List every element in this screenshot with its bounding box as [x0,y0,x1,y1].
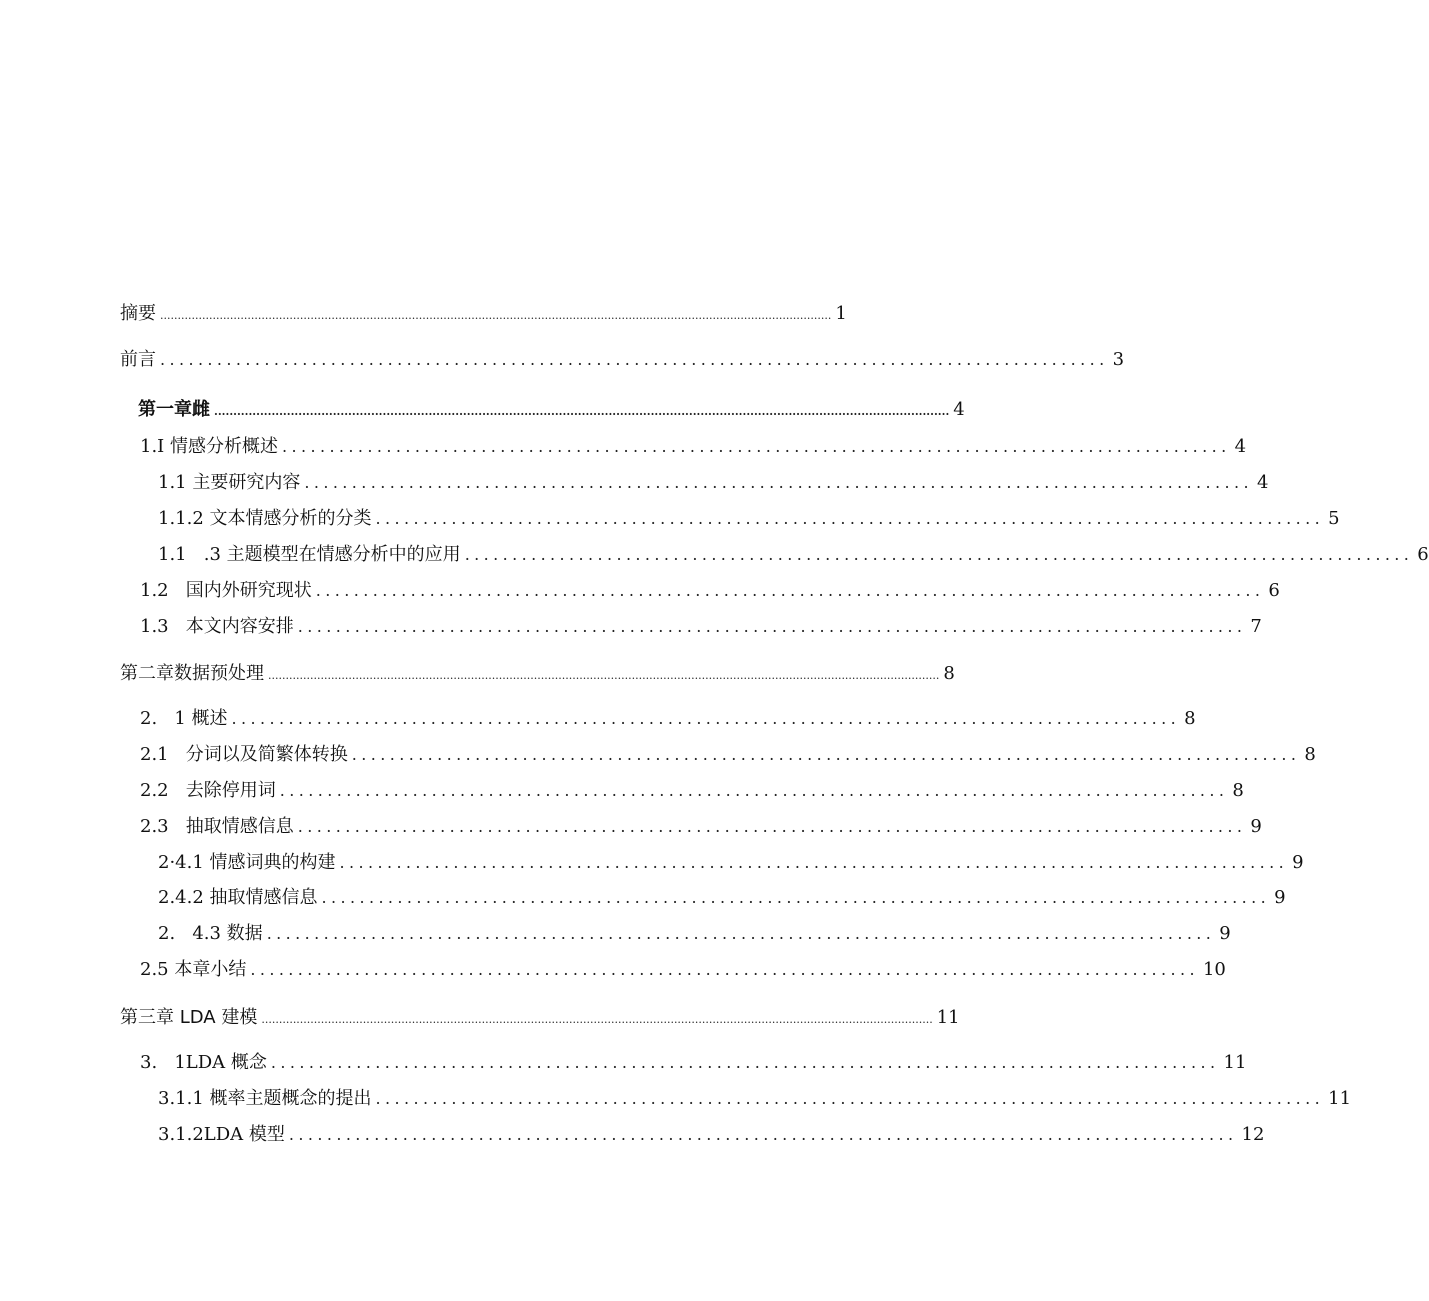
toc-entry-title: 1.1.2 文本情感分析的分类 [158,508,372,529]
toc-entry-title: 1.1 主要研究内容 [158,472,301,493]
toc-entry-title: 2. 1 概述 [140,708,228,729]
toc-entry[interactable] [120,302,847,328]
toc-leader: ................................................................................................................................................................................................ [261,1013,933,1026]
toc-leader: ................................................................................................................................................................................................ [214,405,950,418]
toc-entry-title: 2.2 去除停用词 [140,780,276,801]
toc-entry[interactable] [140,958,1226,982]
toc-entry[interactable] [140,615,1262,639]
toc-entry-title: 前言 [120,349,156,370]
toc-entry[interactable] [158,1087,1352,1111]
toc-leader: .................................................................................................... [304,473,1253,492]
toc-leader: ................................................................................................................................................................................................ [160,309,832,322]
toc-entry[interactable] [158,922,1231,946]
toc-page-number: 8 [1232,780,1244,801]
toc-entry[interactable] [158,543,1429,567]
toc-entry-title: 2·4.1 情感词典的构建 [158,852,336,873]
toc-page-number: 12 [1241,1124,1265,1145]
toc-entry[interactable] [158,507,1340,531]
toc-entry-title: 2.1 分词以及简繁体转换 [140,744,348,765]
toc-entry[interactable] [140,743,1316,767]
toc-leader: .................................................................................................... [315,581,1265,600]
toc-entry[interactable] [138,398,965,424]
toc-page-number: 7 [1250,616,1262,637]
toc-page-number: 9 [1250,816,1262,837]
toc-page-number: 8 [1184,708,1196,729]
toc-entry-title: 2.5 本章小结 [140,959,247,980]
toc-entry[interactable] [120,348,1125,372]
toc-leader: .................................................................................................... [464,545,1414,564]
toc-page-number: 11 [1328,1088,1352,1109]
toc-entry[interactable] [158,886,1286,910]
toc-leader: .................................................................................................... [297,617,1247,636]
toc-page-number: 11 [1223,1052,1247,1073]
toc-page-number: 3 [1112,349,1125,370]
toc-page-number: 9 [1292,852,1304,873]
toc-entry-title: 2.3 抽取情感信息 [140,816,294,837]
toc-entry[interactable] [140,815,1262,839]
toc-page-number: 9 [1274,887,1286,908]
toc-leader: .................................................................................................... [279,781,1229,800]
toc-leader: .................................................................................................... [250,960,1199,979]
toc-entry[interactable] [140,435,1247,459]
toc-leader: .................................................................................................... [339,853,1289,872]
toc-entry-title: 3. 1LDA 概念 [140,1052,267,1073]
toc-leader: .................................................................................................... [288,1125,1238,1144]
toc-entry-title: 第二章数据预处理 [120,663,264,684]
toc-entry-title: 第一章雌 [138,399,210,420]
toc-entry[interactable] [120,1006,960,1032]
toc-entry-title: 第三章 LDA 建模 [120,1007,258,1028]
toc-entry-title: 1.1 .3 主题模型在情感分析中的应用 [158,544,461,565]
toc-entry[interactable] [158,1123,1265,1147]
toc-leader: .................................................................................................... [231,709,1181,728]
toc-leader: .................................................................................................... [375,509,1325,528]
toc-leader: .................................................................................................... [270,1053,1220,1072]
toc-entry-title: 2. 4.3 数据 [158,923,263,944]
toc-leader: .................................................................................................... [266,924,1216,943]
toc-leader: .................................................................................................... [351,745,1301,764]
toc-entry[interactable] [140,579,1280,603]
toc-page-number: 5 [1328,508,1340,529]
toc-page-number: 6 [1417,544,1429,565]
toc-entry-title: 摘要 [120,303,156,324]
toc-leader: .................................................................................................... [160,350,1109,369]
toc-page-number: 1 [835,303,847,324]
toc-entry-title: 3.1.2LDA 模型 [158,1124,285,1145]
toc-page-number: 8 [943,663,955,684]
toc-entry[interactable] [158,851,1304,875]
toc-leader: .................................................................................................... [297,817,1247,836]
toc-page-number: 4 [1234,436,1247,457]
toc-entry-title: 1.I 情感分析概述 [140,436,279,457]
toc-page-number: 8 [1304,744,1316,765]
toc-entry[interactable] [140,1051,1247,1075]
toc-page-number: 11 [936,1007,960,1028]
toc-leader: .................................................................................................... [321,888,1271,907]
toc-leader: .................................................................................................... [282,437,1231,456]
toc-leader: ................................................................................................................................................................................................ [268,669,940,682]
toc-entry-title: 1.2 国内外研究现状 [140,580,312,601]
toc-entry[interactable] [140,707,1196,731]
toc-entry-title: 3.1.1 概率主题概念的提出 [158,1088,372,1109]
toc-entry-title: 1.3 本文内容安排 [140,616,294,637]
toc-page-number: 4 [1256,472,1269,493]
toc-page-number: 10 [1202,959,1226,980]
toc-page-number: 6 [1268,580,1280,601]
toc-page-number: 9 [1219,923,1231,944]
toc-page-number: 4 [953,399,965,420]
toc-entry[interactable] [140,779,1244,803]
toc-leader: .................................................................................................... [375,1089,1325,1108]
toc-entry-title: 2.4.2 抽取情感信息 [158,887,318,908]
toc-entry[interactable] [158,471,1269,495]
toc-entry[interactable] [120,662,955,688]
